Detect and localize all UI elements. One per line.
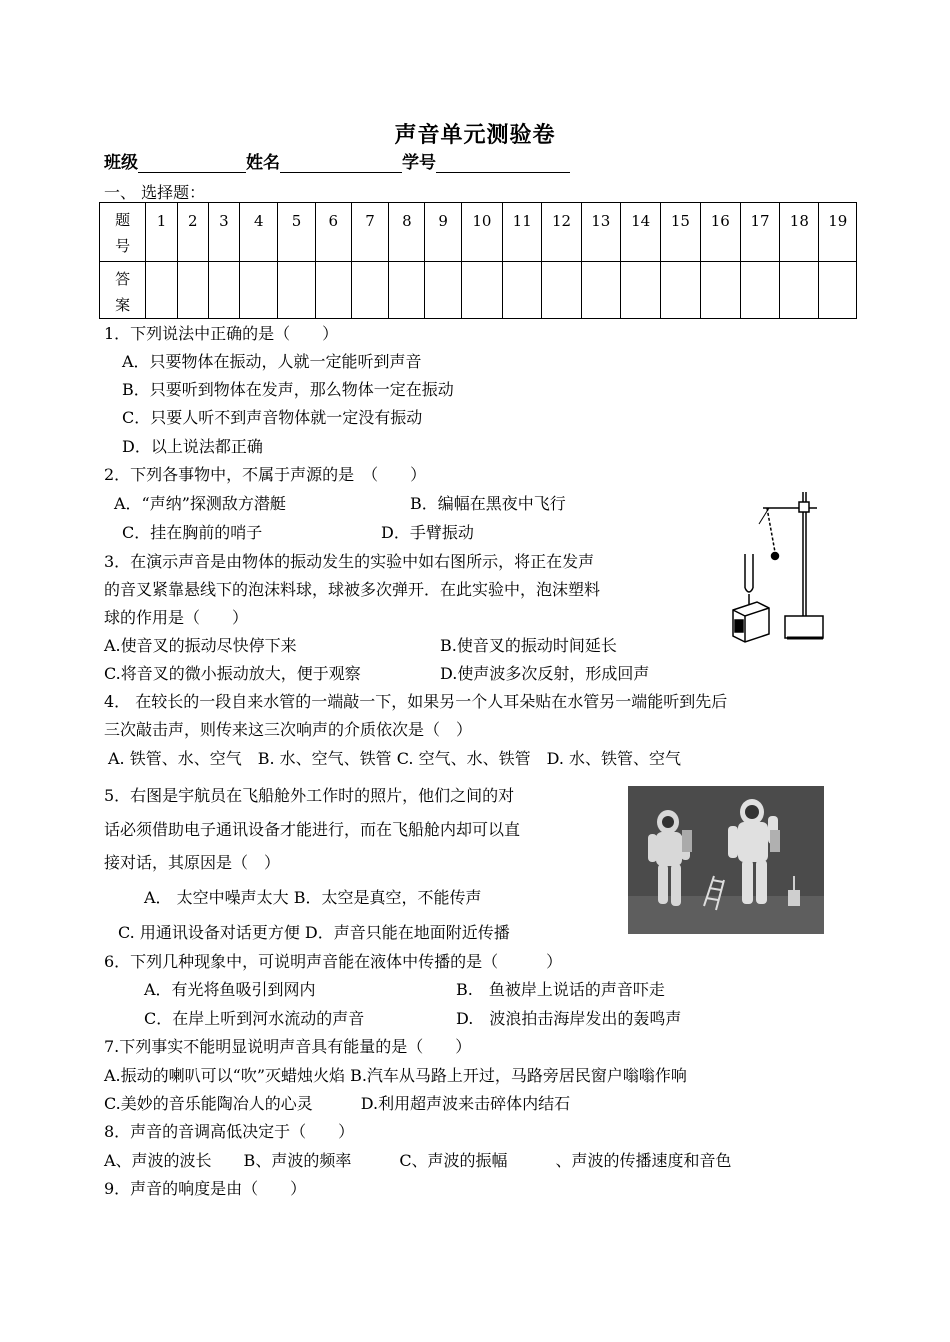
number-cell: 4 bbox=[240, 203, 278, 262]
q5-stem-line3: 接对话，其原因是（ ） bbox=[104, 853, 281, 872]
q6-option-c: C．在岸上听到河水流动的声音 bbox=[144, 1009, 365, 1028]
q4-stem-line1: 4． 在较长的一段自来水管的一端敲一下，如果另一个人耳朵贴在水管另一端能听到先后 bbox=[104, 692, 728, 711]
class-label: 班级 bbox=[104, 153, 138, 173]
answer-cell[interactable] bbox=[620, 262, 660, 319]
number-cell: 12 bbox=[542, 203, 581, 262]
q1-option-a: A．只要物体在振动，人就一定能听到声音 bbox=[122, 352, 422, 371]
answer-cell[interactable] bbox=[146, 262, 177, 319]
name-label: 姓名 bbox=[246, 153, 280, 173]
number-cell: 8 bbox=[389, 203, 425, 262]
q4-options: A. 铁管、水、空气 B. 水、空气、铁管 C. 空气、水、铁管 D. 水、铁管、空气 bbox=[108, 749, 682, 768]
q3-option-c: C.将音叉的微小振动放大，便于观察 bbox=[104, 664, 361, 683]
answer-cell[interactable] bbox=[315, 262, 351, 319]
number-cell: 18 bbox=[780, 203, 819, 262]
q6-stem: 6．下列几种现象中，可说明声音能在液体中传播的是（ ） bbox=[104, 952, 563, 971]
answer-cell[interactable] bbox=[351, 262, 388, 319]
number-cell: 2 bbox=[177, 203, 208, 262]
id-label: 学号 bbox=[402, 153, 436, 173]
answer-cell[interactable] bbox=[700, 262, 740, 319]
q2-option-c: C．挂在胸前的哨子 bbox=[122, 523, 263, 542]
q8-options: A、声波的波长 B、声波的频率 C、声波的振幅 、声波的传播速度和音色 bbox=[104, 1151, 732, 1170]
q7-options-ab: A.振动的喇叭可以“吹”灭蜡烛火焰 B.汽车从马路上开过，马路旁居民窗户嗡嗡作响 bbox=[104, 1066, 687, 1085]
page-title: 声音单元测验卷 bbox=[394, 123, 556, 148]
number-cell: 3 bbox=[208, 203, 239, 262]
q6-option-a: A．有光将鱼吸引到网内 bbox=[144, 980, 316, 999]
answer-cell[interactable] bbox=[177, 262, 208, 319]
header-cell-answer: 答 案 bbox=[100, 262, 146, 319]
number-cell: 7 bbox=[351, 203, 388, 262]
astronaut-photo bbox=[628, 786, 824, 934]
q1-stem: 1．下列说法中正确的是（ ） bbox=[104, 324, 339, 343]
q2-stem: 2．下列各事物中，不属于声源的是 （ ） bbox=[104, 465, 427, 484]
answer-row bbox=[100, 262, 857, 319]
number-cell: 17 bbox=[740, 203, 779, 262]
q6-option-b: B. 鱼被岸上说话的声音吓走 bbox=[456, 980, 665, 999]
q3-stem-line1: 3．在演示声音是由物体的振动发生的实验中如右图所示，将正在发声 bbox=[104, 552, 595, 571]
q3-option-d: D.使声波多次反射，形成回声 bbox=[440, 664, 650, 683]
answer-cell[interactable] bbox=[542, 262, 581, 319]
q1-option-b: B．只要听到物体在发声，那么物体一定在振动 bbox=[122, 380, 454, 399]
number-cell: 5 bbox=[278, 203, 315, 262]
q3-option-a: A.使音叉的振动尽快停下来 bbox=[104, 636, 297, 655]
q1-option-c: C．只要人听不到声音物体就一定没有振动 bbox=[122, 408, 423, 427]
q2-option-d: D．手臂振动 bbox=[381, 523, 474, 542]
q6-option-d: D. 波浪拍击海岸发出的轰鸣声 bbox=[456, 1009, 682, 1028]
q5-stem-line2: 话必须借助电子通讯设备才能进行，而在飞船舱内却可以直 bbox=[104, 820, 521, 839]
answer-cell[interactable] bbox=[240, 262, 278, 319]
q5-options-ab: A． 太空中噪声太大 B．太空是真空，不能传声 bbox=[144, 888, 482, 907]
number-cell: 11 bbox=[503, 203, 542, 262]
class-blank[interactable] bbox=[138, 154, 246, 173]
q7-options-cd: C.美妙的音乐能陶冶人的心灵 D.利用超声波来击碎体内结石 bbox=[104, 1094, 571, 1113]
number-cell: 15 bbox=[661, 203, 700, 262]
header-cell-question: 题 号 bbox=[100, 203, 146, 262]
q2-option-a: A．“声纳”探测敌方潜艇 bbox=[114, 494, 286, 513]
answer-table bbox=[99, 202, 857, 319]
number-cell: 9 bbox=[425, 203, 461, 262]
q3-stem-line2: 的音叉紧靠悬线下的泡沫料球，球被多次弹开．在此实验中，泡沫塑料 bbox=[104, 580, 601, 599]
answer-cell[interactable] bbox=[503, 262, 542, 319]
tuning-fork-apparatus-figure bbox=[727, 488, 839, 648]
q5-options-cd: C. 用通讯设备对话更方便 D．声音只能在地面附近传播 bbox=[118, 923, 510, 942]
answer-cell[interactable] bbox=[461, 262, 502, 319]
answer-cell[interactable] bbox=[425, 262, 461, 319]
id-blank[interactable] bbox=[436, 154, 570, 173]
q7-stem: 7.下列事实不能明显说明声音具有能量的是（ ） bbox=[104, 1037, 472, 1056]
answer-cell[interactable] bbox=[740, 262, 779, 319]
number-cell: 6 bbox=[315, 203, 351, 262]
answer-cell[interactable] bbox=[278, 262, 315, 319]
name-blank[interactable] bbox=[280, 154, 402, 173]
q4-stem-line2: 三次敲击声，则传来这三次响声的介质依次是（ ） bbox=[104, 720, 473, 739]
number-cell: 10 bbox=[461, 203, 502, 262]
answer-cell[interactable] bbox=[819, 262, 857, 319]
number-cell: 16 bbox=[700, 203, 740, 262]
q5-stem-line1: 5．右图是宇航员在飞船舱外工作时的照片，他们之间的对 bbox=[104, 786, 515, 805]
student-info-line bbox=[104, 148, 570, 173]
number-cell: 14 bbox=[620, 203, 660, 262]
question-number-row bbox=[100, 203, 857, 262]
answer-cell[interactable] bbox=[389, 262, 425, 319]
q9-stem: 9．声音的响度是由（ ） bbox=[104, 1179, 307, 1198]
section-heading: 一、 选择题： bbox=[104, 183, 206, 202]
q2-option-b: B．编幅在黑夜中飞行 bbox=[410, 494, 566, 513]
q8-stem: 8．声音的音调高低决定于（ ） bbox=[104, 1122, 355, 1141]
answer-cell[interactable] bbox=[780, 262, 819, 319]
answer-cell[interactable] bbox=[208, 262, 239, 319]
answer-cell[interactable] bbox=[661, 262, 700, 319]
answer-cell[interactable] bbox=[581, 262, 620, 319]
q1-option-d: D．以上说法都正确 bbox=[122, 437, 263, 456]
number-cell: 19 bbox=[819, 203, 857, 262]
number-cell: 13 bbox=[581, 203, 620, 262]
q3-stem-line3: 球的作用是（ ） bbox=[104, 608, 249, 627]
q3-option-b: B.使音叉的振动时间延长 bbox=[440, 636, 617, 655]
number-cell: 1 bbox=[146, 203, 177, 262]
